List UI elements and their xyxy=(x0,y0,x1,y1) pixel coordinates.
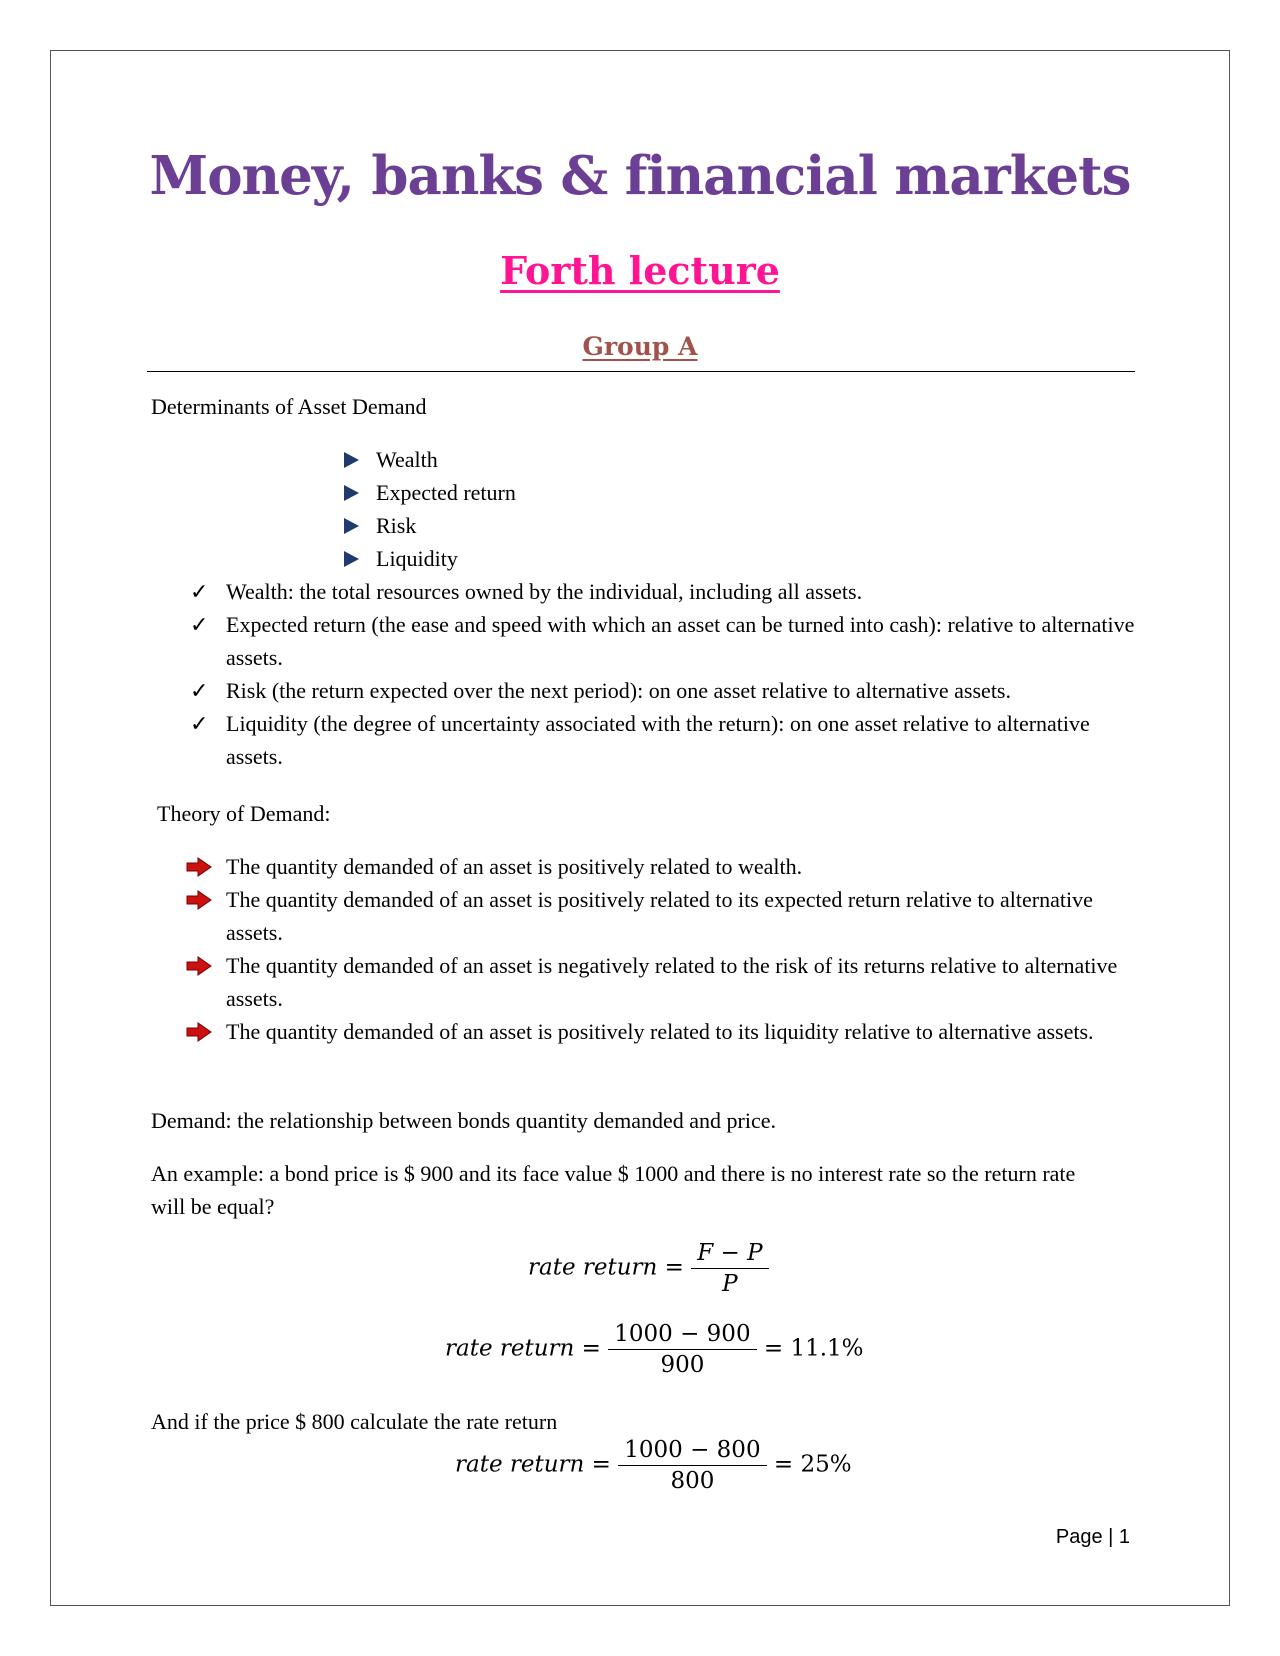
red-arrow-icon xyxy=(186,1022,212,1042)
group-heading: Group A xyxy=(582,332,698,361)
theory-item: The quantity demanded of an asset is positively related to its expected return relative to alternative assets. xyxy=(186,883,1136,949)
checkmark-icon: ✓ xyxy=(190,579,209,604)
theory-item: The quantity demanded of an asset is positively related to its liquidity relative to alternative assets. xyxy=(186,1015,1136,1048)
followup-question: And if the price $ 800 calculate the rate return xyxy=(151,1409,558,1434)
determinants-heading: Determinants of Asset Demand xyxy=(151,394,427,419)
triangle-bullet-icon xyxy=(344,551,359,567)
formula-example-2: rate return = $\frac{1000 - 800}{800}$ = 25% xyxy=(455,1437,852,1494)
red-arrow-icon xyxy=(186,857,212,877)
definition-item: ✓ Wealth: the total resources owned by the individual, including all assets. xyxy=(190,575,1135,608)
triangle-bullet-icon xyxy=(344,485,359,501)
definition-item: ✓ Expected return (the ease and speed with which an asset can be turned into cash): relative to alternative assets. xyxy=(190,608,1135,674)
demand-definition: Demand: the relationship between bonds quantity demanded and price. xyxy=(151,1108,776,1133)
triangle-bullet-icon xyxy=(344,452,359,468)
checkmark-icon: ✓ xyxy=(190,711,209,736)
formula-example-1: rate return = $\frac{1000 - 900}{900}$ = 11.1% xyxy=(445,1321,864,1378)
list-item: Risk xyxy=(344,509,416,542)
fraction: $\frac{1000 - 800}{800}$ xyxy=(618,1437,766,1494)
triangle-bullet-icon xyxy=(344,518,359,534)
document-title: Money, banks & financial markets xyxy=(149,145,1131,207)
theory-heading: Theory of Demand: xyxy=(157,801,331,826)
page-number: Page | 1 xyxy=(1055,1526,1130,1548)
list-item: Wealth xyxy=(344,443,438,476)
red-arrow-icon xyxy=(186,956,212,976)
list-item: Liquidity xyxy=(344,542,458,575)
lecture-heading: Forth lecture xyxy=(500,248,780,293)
theory-item: The quantity demanded of an asset is negatively related to the risk of its returns relative to alternative assets. xyxy=(186,949,1136,1015)
theory-item: The quantity demanded of an asset is positively related to wealth. xyxy=(186,850,1136,883)
horizontal-rule xyxy=(147,371,1135,372)
list-item: Expected return xyxy=(344,476,516,509)
fraction: $\frac{F - P}{P}$ xyxy=(691,1240,768,1297)
definition-item: ✓ Liquidity (the degree of uncertainty associated with the return): on one asset relative to alternative assets. xyxy=(190,707,1135,773)
checkmark-icon: ✓ xyxy=(190,678,209,703)
checkmark-icon: ✓ xyxy=(190,612,209,637)
red-arrow-icon xyxy=(186,890,212,910)
example-paragraph: An example: a bond price is $ 900 and its face value $ 1000 and there is no interest rate so the return rate will be equal? xyxy=(151,1161,1076,1219)
fraction: $\frac{1000 - 900}{900}$ xyxy=(608,1321,756,1378)
formula-general: rate return = $\frac{F - P}{P}$ xyxy=(528,1240,769,1297)
definition-item: ✓ Risk (the return expected over the next period): on one asset relative to alternative assets. xyxy=(190,674,1135,707)
